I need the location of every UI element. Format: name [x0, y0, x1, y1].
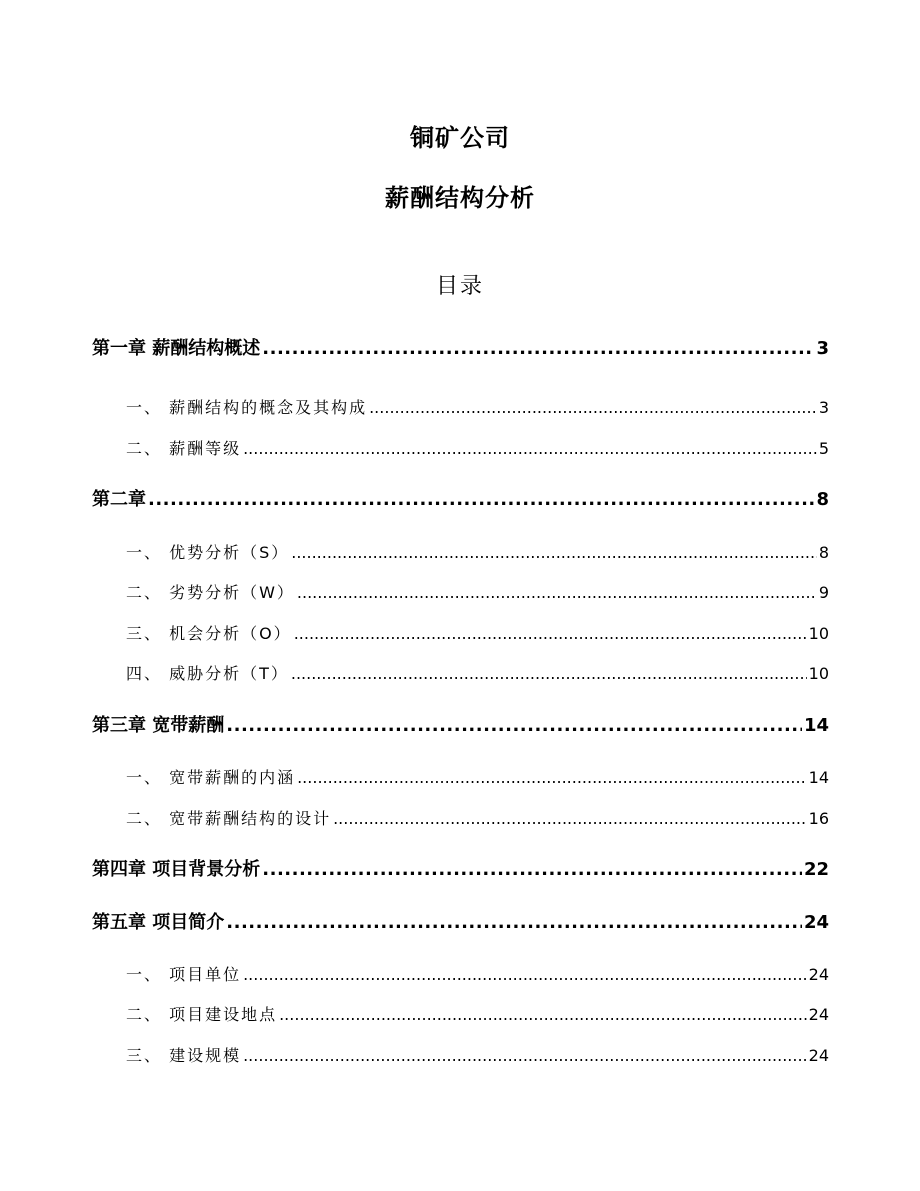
toc-entry-section-5-2[interactable]	[92, 1003, 829, 1027]
toc-entry-section-2-1[interactable]	[92, 541, 829, 565]
toc-entry-label: 第五章 项目简介	[92, 912, 225, 933]
toc-leader-dots	[294, 622, 807, 646]
toc-entry-page: 9	[818, 583, 829, 602]
toc-leader-dots	[333, 807, 807, 831]
toc-entry-label: 四、 威胁分析（T）	[126, 664, 289, 683]
toc-entry-section-1-2[interactable]	[92, 437, 829, 461]
toc-entry-page: 8	[816, 489, 829, 510]
toc-leader-dots	[291, 662, 807, 686]
toc-entry-label: 二、 劣势分析（W）	[126, 583, 295, 602]
toc-entry-chapter-4[interactable]	[92, 857, 829, 883]
toc-entry-page: 3	[818, 398, 829, 417]
toc-leader-dots	[226, 713, 802, 739]
toc-leader-dots	[279, 1003, 807, 1027]
toc-entry-page: 14	[803, 715, 829, 736]
toc-entry-label: 二、 薪酬等级	[126, 439, 242, 458]
toc-entry-page: 14	[808, 768, 829, 787]
toc-entry-label: 一、 薪酬结构的概念及其构成	[126, 398, 368, 417]
company-title: 铜矿公司	[410, 124, 510, 152]
toc-entry-page: 22	[803, 859, 829, 880]
toc-entry-section-2-4[interactable]	[92, 662, 829, 686]
toc-entry-page: 10	[808, 664, 829, 683]
toc-leader-dots	[297, 766, 807, 790]
toc-entry-page: 8	[818, 543, 829, 562]
toc-entry-section-1-1[interactable]	[92, 396, 829, 420]
toc-entry-label: 一、 宽带薪酬的内涵	[126, 768, 296, 787]
toc-entry-label: 三、 建设规模	[126, 1046, 242, 1065]
toc-leader-dots	[148, 487, 814, 513]
toc-heading: 目录	[435, 274, 484, 299]
toc-leader-dots	[226, 910, 802, 936]
toc-entry-page: 24	[803, 912, 829, 933]
toc-leader-dots	[243, 963, 807, 987]
toc-entry-page: 24	[808, 965, 829, 984]
toc-entry-page: 16	[808, 809, 829, 828]
toc-entry-label: 一、 项目单位	[126, 965, 242, 984]
toc-entry-page: 10	[808, 624, 829, 643]
toc-entry-label: 第二章	[92, 489, 146, 510]
toc-leader-dots	[262, 857, 802, 883]
toc-entry-page: 24	[808, 1005, 829, 1024]
toc-entry-section-2-2[interactable]	[92, 581, 829, 605]
toc-entry-label: 第四章 项目背景分析	[92, 859, 261, 880]
toc-entry-page: 24	[808, 1046, 829, 1065]
toc-leader-dots	[243, 1044, 807, 1068]
toc-entry-chapter-3[interactable]	[92, 713, 829, 739]
toc-entry-section-5-1[interactable]	[92, 963, 829, 987]
toc-entry-chapter-5[interactable]	[92, 910, 829, 936]
toc-leader-dots	[297, 581, 817, 605]
document-title: 薪酬结构分析	[385, 184, 535, 212]
toc-entry-page: 3	[816, 338, 829, 359]
toc-entry-section-3-1[interactable]	[92, 766, 829, 790]
toc-entry-label: 第三章 宽带薪酬	[92, 715, 225, 736]
toc-leader-dots	[243, 437, 817, 461]
toc-entry-label: 第一章 薪酬结构概述	[92, 338, 261, 359]
toc-leader-dots	[369, 396, 817, 420]
toc-entry-chapter-2[interactable]	[92, 487, 829, 513]
toc-entry-section-5-3[interactable]	[92, 1044, 829, 1068]
toc-leader-dots	[291, 541, 817, 565]
toc-entry-label: 二、 宽带薪酬结构的设计	[126, 809, 332, 828]
toc-entry-section-2-3[interactable]	[92, 622, 829, 646]
toc-leader-dots	[262, 336, 814, 362]
toc-entry-page: 5	[818, 439, 829, 458]
toc-entry-chapter-1[interactable]	[92, 336, 829, 362]
toc-entry-label: 三、 机会分析（O）	[126, 624, 292, 643]
toc-entry-label: 二、 项目建设地点	[126, 1005, 278, 1024]
toc-entry-section-3-2[interactable]	[92, 807, 829, 831]
toc-entry-label: 一、 优势分析（S）	[126, 543, 290, 562]
